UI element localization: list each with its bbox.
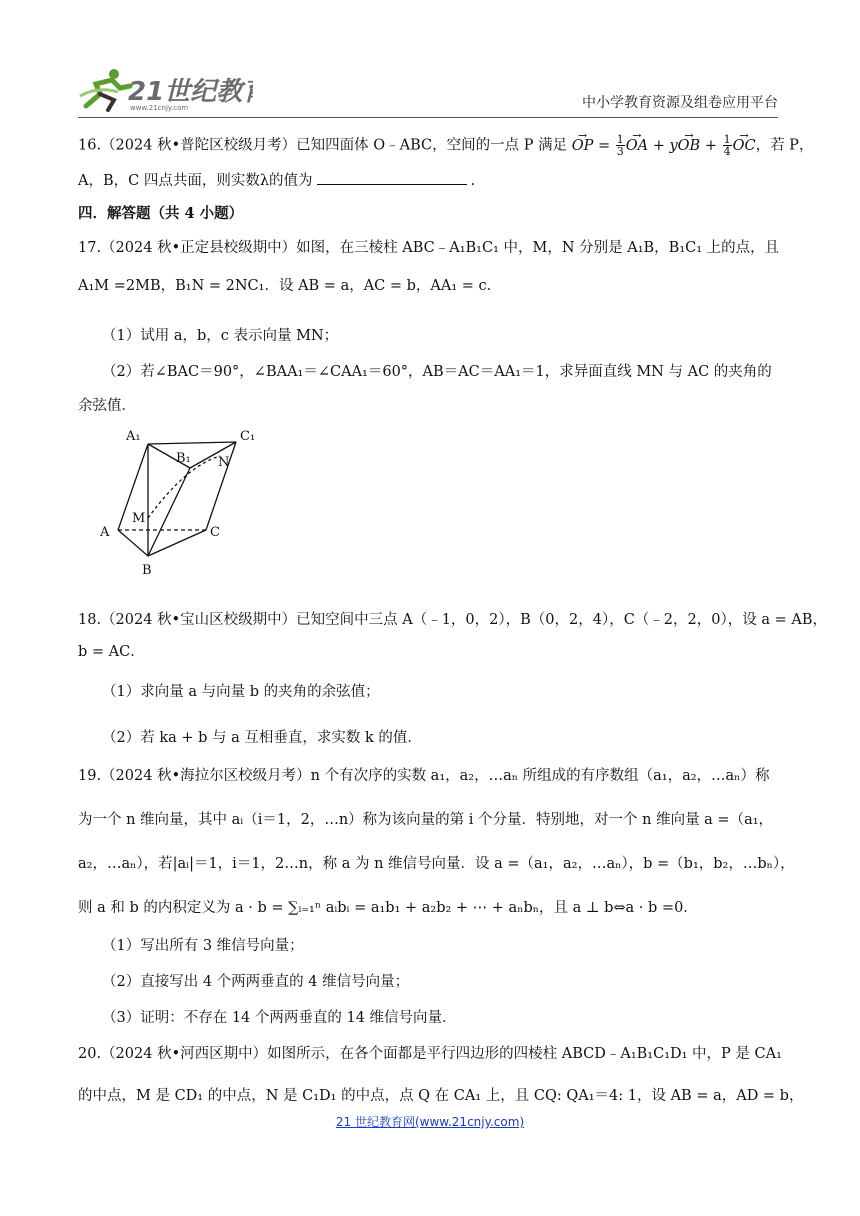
q18-line2: b = AC． [78,644,145,660]
q18-sub1: （1）求向量 a 与向量 b 的夹角的余弦值； [102,684,380,700]
edge-ab [118,530,148,556]
label-b1: B₁ [176,451,191,466]
header-divider [78,117,778,118]
label-a1: A₁ [126,429,141,444]
edge-bc [148,530,206,556]
label-m: M [132,511,146,526]
logo [78,66,253,112]
q19-sub1: （1）写出所有 3 维信号向量； [102,938,304,954]
q18-line1: 18.（2024 秋•宝山区校级期中）已知空间中三点 A（﹣1，0，2），B（0，2，4），C（﹣2，2，0），设 a = AB， [78,612,827,628]
label-c: C [210,525,220,540]
q16-formula: → OP = $\frac{1}{3}$ → OA + y→ OB + $\frac{1}{4}$ → OC [572,138,756,154]
footer-link[interactable]: 21 世纪教育网(www.21cnjy.com) [335,1115,525,1129]
q17-sub2a: （2）若∠BAC＝90°，∠BAA₁＝∠CAA₁＝60°，AB＝AC＝AA₁＝1，求异面直线 MN 与 AC 的夹角的 [102,364,772,380]
q17-line2: A₁M =2MB，B₁N = 2NC₁．设 AB = a，AC = b，AA₁ = c． [78,278,502,294]
q20-line1: 20.（2024 秋•河西区期中）如图所示，在各个面都是平行四边形的四棱柱 ABCD﹣A₁B₁C₁D₁ 中，P 是 CA₁ [78,1046,782,1062]
q19-sub3: （3）证明：不存在 14 个两两垂直的 14 维信号向量． [102,1010,457,1026]
logo-url: www.21cnjy.com [130,104,189,112]
q17-sub2b: 余弦值． [78,398,136,414]
page-header [78,62,778,118]
q19-line2: 为一个 n 维向量，其中 aᵢ（i＝1，2，…n）称为该向量的第 i 个分量．特别地，对一个 n 维向量 a =（a₁， [78,812,774,828]
runner-icon [78,66,253,112]
q19-sub2: （2）直接写出 4 个两两垂直的 4 维信号向量； [102,974,410,990]
q18-sub2: （2）若 ka + b 与 a 互相垂直，求实数 k 的值． [102,730,422,746]
q17-sub1: （1）试用 a，b，c 表示向量 MN； [102,328,339,344]
edge-a1c1 [148,442,236,444]
q16-line1 [78,133,814,158]
label-a: A [100,525,110,540]
q20-line2: 的中点，M 是 CD₁ 的中点，N 是 C₁D₁ 的中点，点 Q 在 CA₁ 上，且 CQ: QA₁＝4: 1，设 AB = a，AD = b， [78,1088,804,1104]
edge-bb1 [148,468,190,556]
label-n: N [218,455,230,470]
section-heading: 四．解答题（共 4 小题） [78,205,244,222]
label-b: B [142,563,152,578]
answer-blank[interactable] [317,170,467,185]
q16-text: A，B，C 四点共面，则实数λ的值为 [78,173,313,189]
q16-prefix: 16.（2024 秋•普陀区校级月考）已知四面体 O﹣ABC，空间的一点 P 满足 [78,137,568,154]
prism-figure [96,426,276,586]
q16-end: . [470,173,476,189]
q16-mid: ，若 P， [755,137,814,154]
q19-line4: 则 a 和 b 的内积定义为 a · b = ∑ᵢ₌₁ⁿ aᵢbᵢ = a₁b₁ + a₂b₂ + ⋯ + aₙbₙ，且 a ⊥ b⇔a · b =0． [78,900,698,916]
label-c1: C₁ [240,429,256,444]
svg-text:21世纪教育: 21世纪教 [128,77,243,107]
q19-line1: 19.（2024 秋•海拉尔区校级月考）n 个有次序的实数 a₁，a₂，…aₙ 所组成的有序数组（a₁，a₂，…aₙ）称 [78,768,770,784]
platform-title: 中小学教育资源及组卷应用平台 [582,95,778,111]
q16-line2 [78,170,778,191]
q19-line3: a₂，…aₙ），若|aᵢ|＝1，i＝1，2…n，称 a 为 n 维信号向量．设 a =（a₁，a₂，…aₙ），b =（b₁，b₂，…bₙ）， [78,856,795,872]
q17-line1: 17.（2024 秋•正定县校级期中）如图，在三棱柱 ABC﹣A₁B₁C₁ 中，M，N 分别是 A₁B，B₁C₁ 上的点，且 [78,240,780,256]
